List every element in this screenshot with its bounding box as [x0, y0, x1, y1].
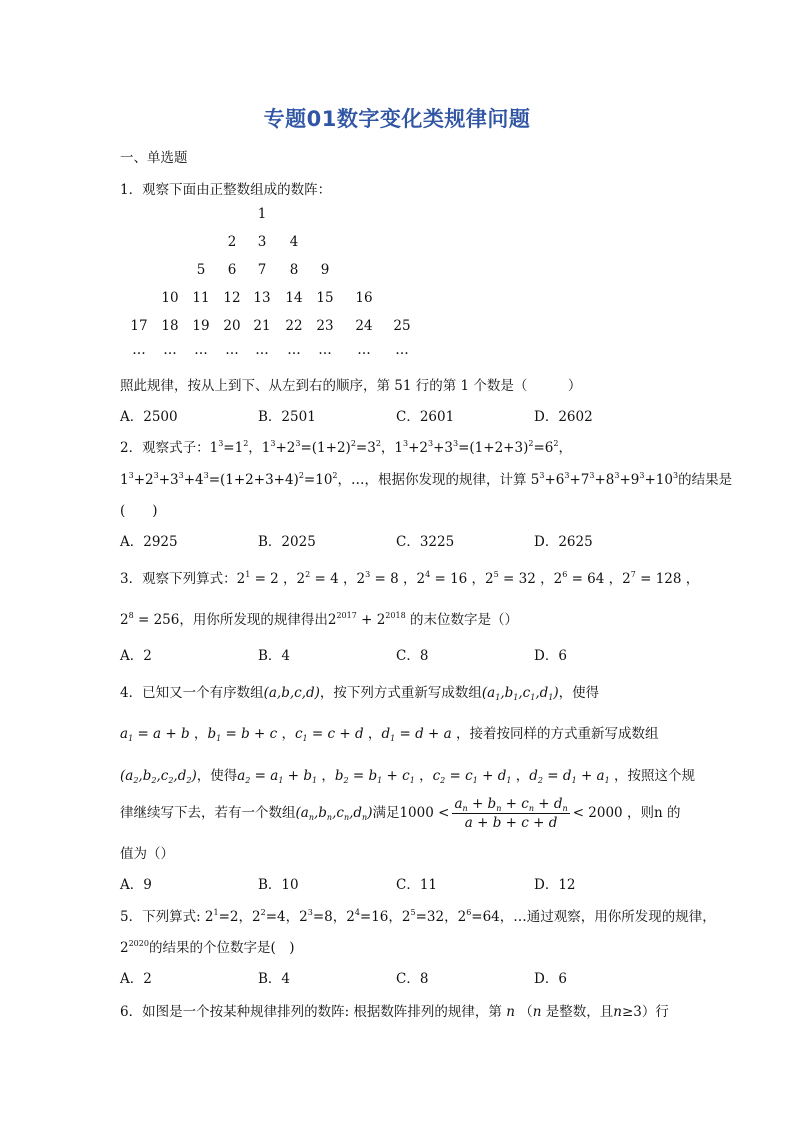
- q4-option-d: D．12: [534, 877, 576, 893]
- triangle-cell: 20: [223, 318, 241, 334]
- q6-line1: 6．如图是一个按某种规律排列的数阵: 根据数阵排列的规律，第 n （n 是整数，且n≥3）行: [120, 1004, 669, 1020]
- q2-paren: ( ): [120, 503, 158, 519]
- triangle-cell: 10: [161, 290, 179, 306]
- triangle-cell: 4: [289, 234, 299, 250]
- triangle-cell: …: [395, 342, 409, 358]
- page-title: 专题01数字变化类规律问题: [263, 107, 531, 131]
- q5-line1: 5．下列算式: $2^1=2$，$2^2=4$，$2^3=8$，$2^4=16$，$2^5=32$，$2^6=64$，…通过观察，用你所发现的规律，: [120, 908, 716, 925]
- q1-option-d: D．2602: [534, 409, 593, 425]
- q4-option-c: C．11: [396, 877, 438, 893]
- q3-option-c: C．8: [396, 648, 429, 664]
- triangle-cell: 5: [196, 262, 206, 278]
- q4-line3: $(a_2,b_2,c_2,d_2)$，使得$a_2 = a_1 + b_1$ ，$b_2 = b_1 + c_1$ ，$c_2 = c_1 + d_1$ ，$d_2 = d_1 + a_1$ ，按照这个规: [120, 768, 695, 785]
- q4-line5: 值为（）: [120, 846, 174, 862]
- triangle-cell: 2: [227, 234, 237, 250]
- triangle-cell: 17: [130, 318, 148, 334]
- q4-line2: $a_1 = a + b$ ，$b_1 = b + c$ ，$c_1 = c + d$ ，$d_1 = d + a$ ，接着按同样的方式重新写成数组: [120, 726, 659, 743]
- triangle-cell: 9: [320, 262, 330, 278]
- q2-option-d: D．2625: [534, 534, 593, 550]
- section-heading: 一、单选题: [120, 150, 188, 166]
- q1-option-c: C．2601: [396, 409, 455, 425]
- triangle-cell: 25: [393, 318, 411, 334]
- q3-line2: $2^8 = 256$，用你所发现的规律得出$2^{2017} + 2^{2018}$ 的末位数字是（）: [120, 611, 518, 628]
- triangle-cell: 11: [192, 290, 210, 306]
- triangle-cell: …: [194, 342, 208, 358]
- triangle-cell: 7: [257, 262, 267, 278]
- q1-ask: 照此规律，按从上到下、从左到右的顺序，第 51 行的第 1 个数是（ ）: [120, 378, 582, 394]
- q1-option-a: A．2500: [120, 409, 178, 425]
- q3-option-a: A．2: [120, 648, 152, 664]
- triangle-cell: 12: [223, 290, 241, 306]
- q5-option-a: A．2: [120, 971, 152, 987]
- triangle-cell: 23: [316, 318, 334, 334]
- triangle-cell: 14: [285, 290, 303, 306]
- triangle-cell: 15: [316, 290, 334, 306]
- q5-option-d: D．6: [534, 971, 567, 987]
- q2-option-b: B．2025: [258, 534, 316, 550]
- triangle-cell: …: [132, 342, 146, 358]
- q3-line1: 3．观察下列算式：$2^1 = 2$ ，$2^2 = 4$ ，$2^3 = 8$ ，$2^4 = 16$ ，$2^5 = 32$ ，$2^6 = 64$ ，$2^7 = 128$ ，: [120, 570, 700, 587]
- triangle-cell: …: [287, 342, 301, 358]
- q4-line1: 4．已知又一个有序数组(a,b,c,d)，按下列方式重新写成数组$(a_1,b_1,c_1,d_1)$，使得: [120, 685, 600, 702]
- q1-stem: 1．观察下面由正整数组成的数阵：: [120, 182, 332, 198]
- q5-option-b: B．4: [258, 971, 291, 987]
- q4-line4: 律继续写下去，若有一个数组$(a_n,b_n,c_n,d_n)$满足1000 < $\frac{a_n + b_n + c_n + d_n}{a + b + c + d}$ < 2000 ，则n 的: [120, 796, 681, 831]
- triangle-cell: 8: [289, 262, 299, 278]
- triangle-cell: 24: [355, 318, 373, 334]
- q1-option-b: B．2501: [258, 409, 316, 425]
- q3-option-d: D．6: [534, 648, 567, 664]
- triangle-cell: 1: [257, 206, 267, 222]
- q2-option-c: C．3225: [396, 534, 455, 550]
- q2-line2: $1^3+2^3+3^3+4^3=(1+2+3+4)^2=10^2$，…，根据你发现的规律，计算 $5^3+6^3+7^3+8^3+9^3+10^3$的结果是: [120, 471, 733, 488]
- q3-option-b: B．4: [258, 648, 291, 664]
- triangle-cell: …: [225, 342, 239, 358]
- triangle-cell: 22: [285, 318, 303, 334]
- triangle-cell: 6: [227, 262, 237, 278]
- triangle-cell: …: [357, 342, 371, 358]
- q2-line1: 2．观察式子：$1^3=1^2$，$1^3+2^3=(1+2)^2=3^2$，$1^3+2^3+3^3=(1+2+3)^2=6^2$，: [120, 439, 572, 456]
- triangle-cell: 18: [161, 318, 179, 334]
- triangle-cell: 13: [253, 290, 271, 306]
- q2-option-a: A．2925: [120, 534, 178, 550]
- q4-option-a: A．9: [120, 877, 152, 893]
- triangle-cell: …: [255, 342, 269, 358]
- triangle-cell: 19: [192, 318, 210, 334]
- triangle-cell: 16: [355, 290, 373, 306]
- triangle-cell: …: [163, 342, 177, 358]
- q4-option-b: B．10: [258, 877, 299, 893]
- triangle-cell: 21: [253, 318, 271, 334]
- q5-line2: $2^{2020}$的结果的个位数字是( ): [120, 939, 295, 956]
- triangle-cell: …: [318, 342, 332, 358]
- triangle-cell: 3: [257, 234, 267, 250]
- q5-option-c: C．8: [396, 971, 429, 987]
